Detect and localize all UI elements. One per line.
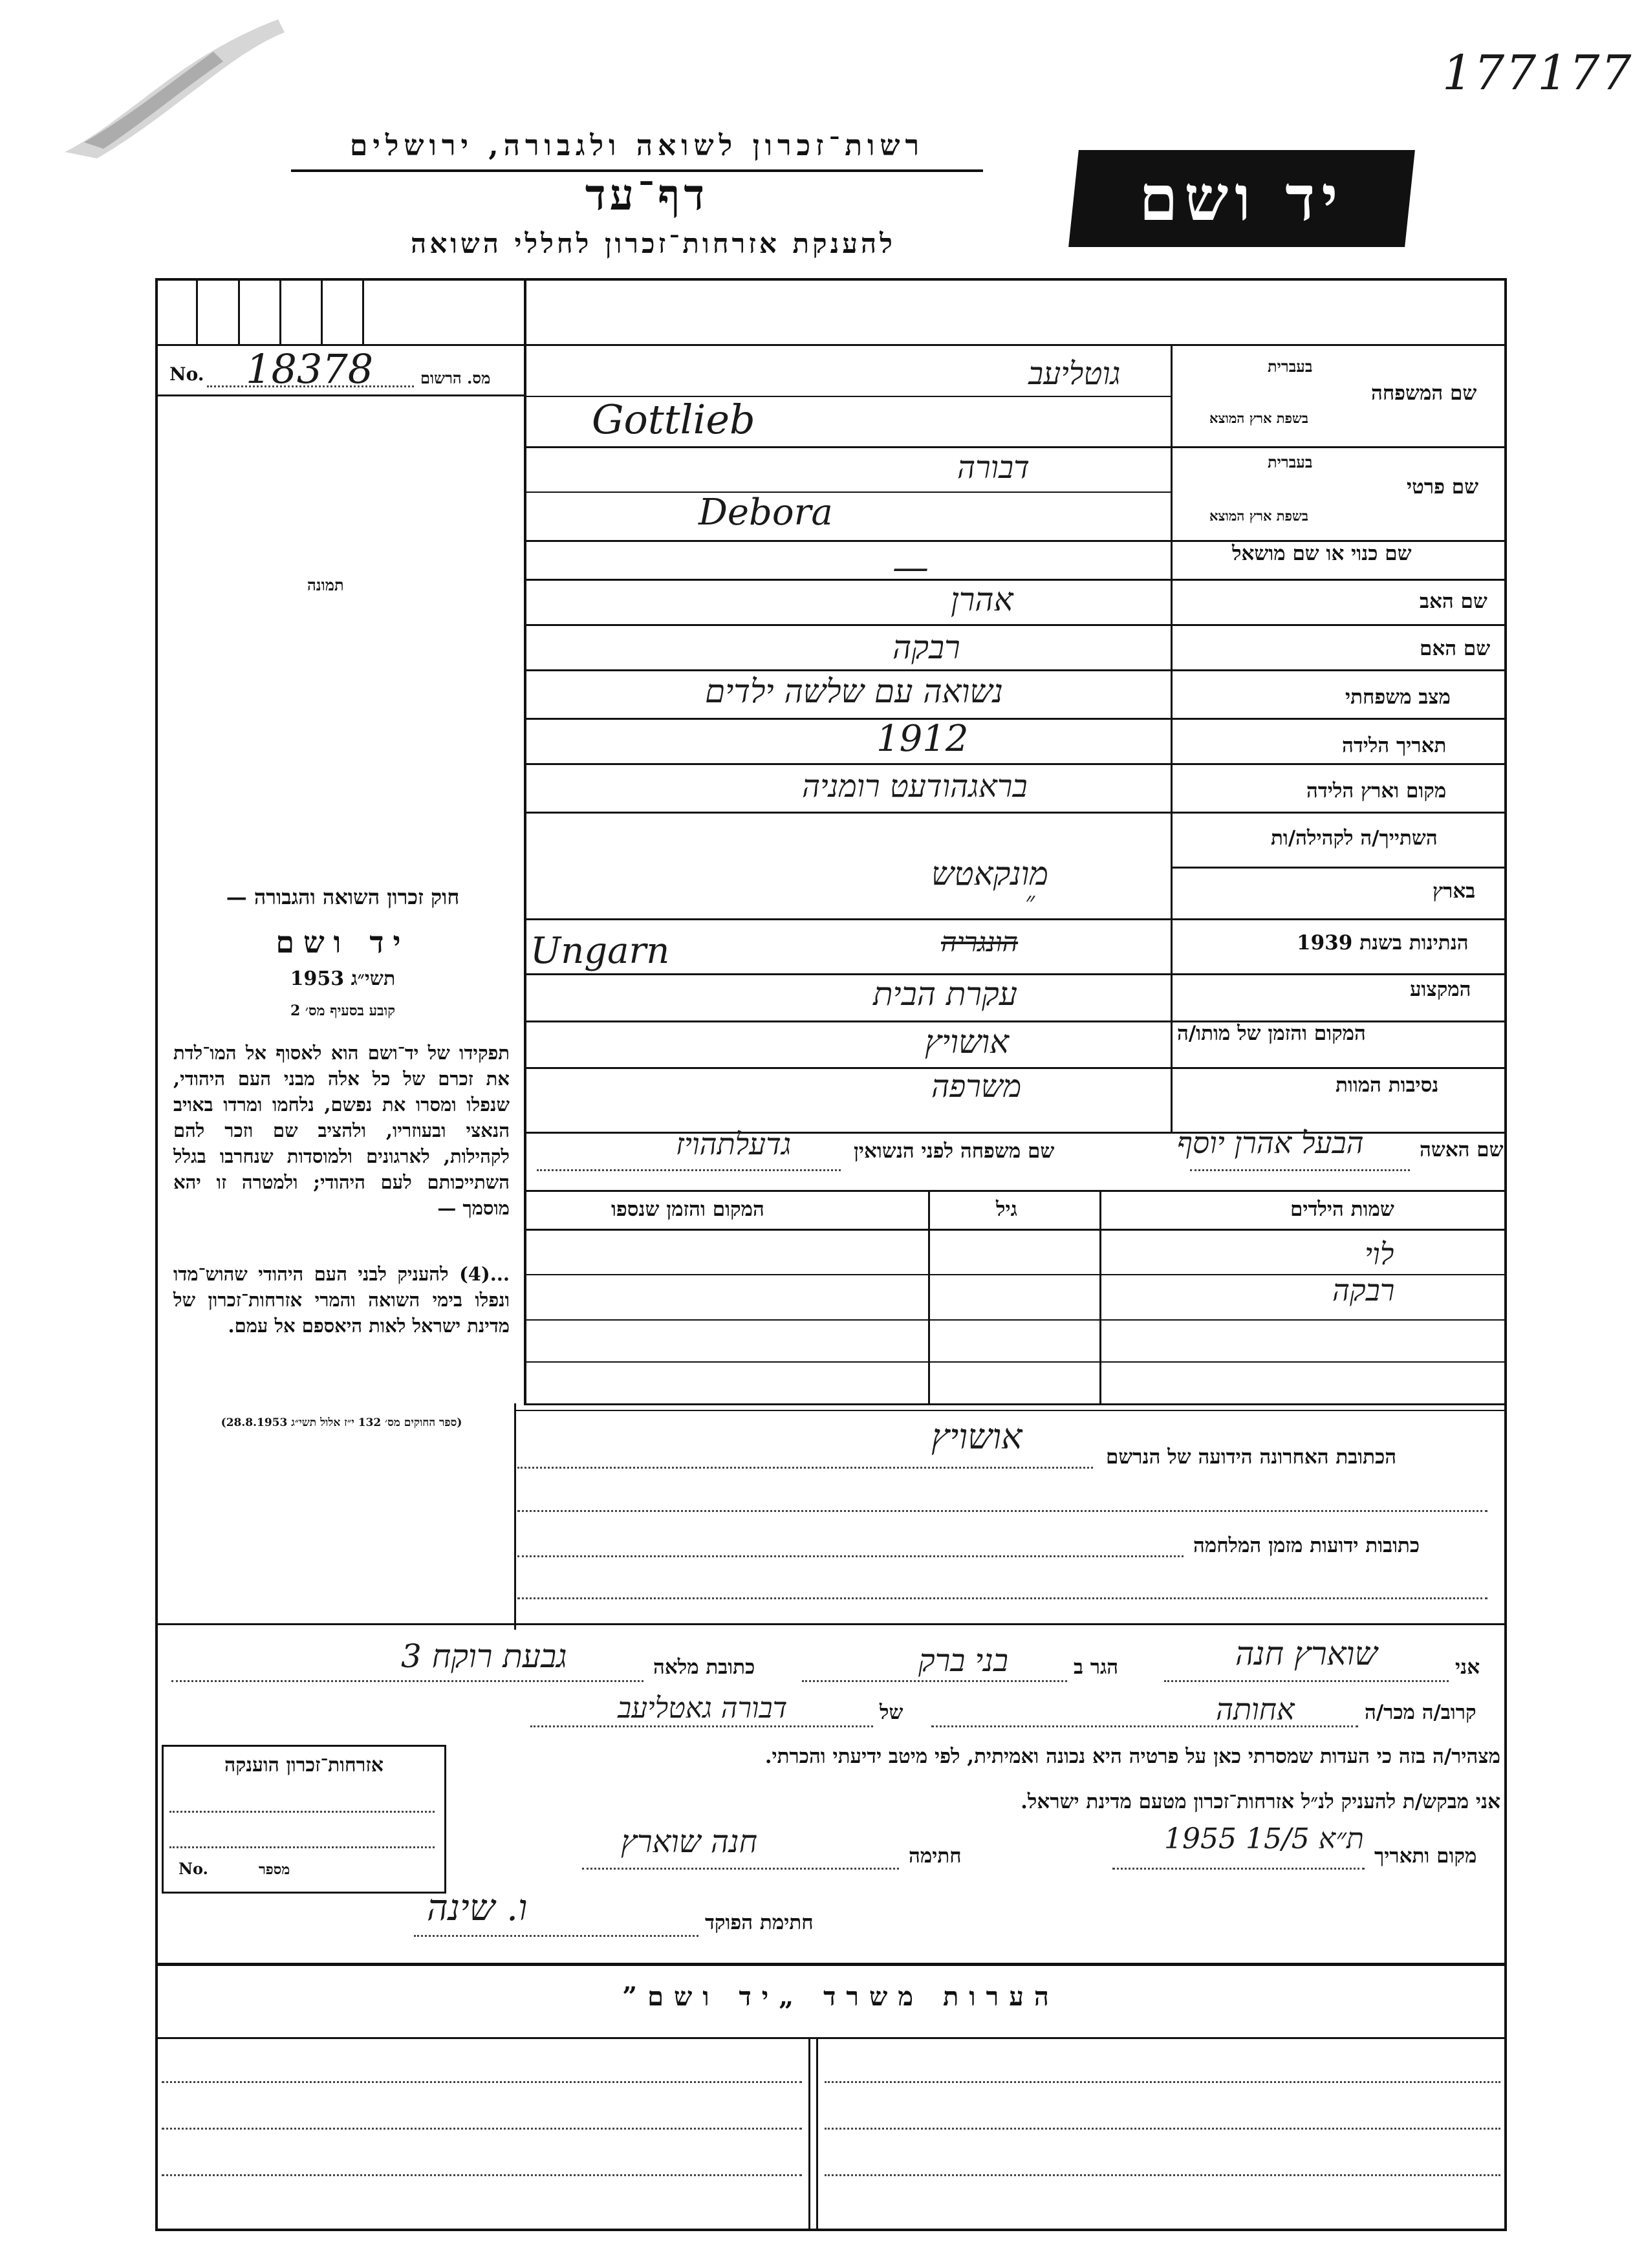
mother-label: שם האם xyxy=(1420,637,1491,660)
maiden-name-label: שם משפחה לפני הנשואין xyxy=(854,1139,1055,1163)
children-age-header: גיל xyxy=(996,1198,1017,1221)
org-name: רשות־זכרון לשואה ולגבורה, ירושלים xyxy=(349,129,925,162)
top-strip-tick xyxy=(279,278,281,344)
declaration-full-address-value: גבעת רוקח 3 xyxy=(401,1637,567,1675)
remarks-dots xyxy=(162,2128,802,2130)
last-address-dots xyxy=(517,1467,1093,1469)
children-row-line xyxy=(524,1361,1507,1363)
first-name-hebrew-value: דבורה xyxy=(957,449,1030,486)
children-names-header: שמות הילדים xyxy=(1290,1198,1394,1221)
resident-dots xyxy=(802,1680,1067,1682)
grant-dots xyxy=(169,1846,435,1848)
declaration-resident-value: בני ברק xyxy=(918,1643,1008,1679)
declaration-resident-label: הגר ב xyxy=(1074,1656,1119,1679)
birth-place-value: בראגהודעט רומניה xyxy=(802,768,1028,805)
law-title: חוק זכרון השואה והגבורה — xyxy=(226,885,460,909)
marital-status-value: נשואה עם שלשה ילדים xyxy=(705,673,1004,710)
top-strip-tick xyxy=(196,278,198,344)
citizenship-value: Ungarn xyxy=(530,930,670,972)
registration-label: מס. הרשום xyxy=(420,369,491,387)
top-strip-tick xyxy=(238,278,240,344)
law-text-1: תפקידו של יד־ושם הוא לאסוף אל המו־לדת את זכרם של כל אלה מבני העם היהודי, שנפלו ומסרו את נפשם, נלחמו ומרדו באויב הנאצי ובעוזריו, ולהציב שם וזכר להם לקהילות, לארגונים ולמוסדות שנחרבו בגלל השתייכותם לעם היהודי; ולמטרה זו יהא מוסמך — xyxy=(173,1042,510,1219)
family-name-origin-sub: בשפת ארץ המוצא xyxy=(1209,410,1308,426)
place-date-value: ת״א 15/5 1955 xyxy=(1164,1822,1364,1855)
first-name-hebrew-sub: בעברית xyxy=(1268,453,1313,471)
birth-date-label: תאריך הלידה xyxy=(1342,734,1447,757)
child-name-1: לוי xyxy=(1365,1237,1394,1271)
remarks-dots xyxy=(825,2174,1500,2176)
declaration-ani-label: אני xyxy=(1455,1656,1480,1679)
registration-row-line xyxy=(155,394,524,396)
yad-vashem-logo: יד ושם xyxy=(1068,150,1415,247)
law-name: יד ושם xyxy=(276,925,410,960)
place-date-dots xyxy=(1112,1868,1365,1870)
family-name-hebrew-value: גוטליעב xyxy=(1028,356,1121,392)
of-dots xyxy=(530,1725,873,1727)
form-title: דף־עד xyxy=(585,169,709,220)
grant-mispar-label: מספר xyxy=(259,1861,290,1878)
declaration-of-value: דבורה גאטליעב xyxy=(618,1692,788,1725)
address-top-line xyxy=(514,1410,1507,1411)
maiden-dots xyxy=(537,1169,841,1171)
form-frame xyxy=(155,278,1507,2231)
law-text-2: ...(4) להעניק לבני העם היהודי שהוש־מדו ונפלו בימי השואה והמרי אזרחות־זכרון של מדינת ישראל לאות היאספם אל עמם. xyxy=(173,1263,510,1337)
children-bottom-line xyxy=(524,1403,1507,1405)
stamp-smudge-graphic xyxy=(58,13,291,162)
birth-place-label: מקום וארץ הלידה xyxy=(1306,779,1447,803)
marital-status-label: מצב משפחתי xyxy=(1345,686,1451,709)
citizenship-label: הנתינות בשנת 1939 xyxy=(1297,931,1469,955)
war-address-label: כתובות ידועות מזמן המלחמה xyxy=(1193,1534,1420,1557)
grant-dots xyxy=(169,1811,435,1813)
profession-value: עקרת הבית xyxy=(873,975,1017,1013)
ani-dots xyxy=(1164,1680,1449,1682)
officer-signature-value: ו. שינה xyxy=(427,1887,528,1929)
remarks-header-line xyxy=(155,2037,1507,2039)
declaration-full-address-label: כתובת מלאה xyxy=(653,1656,755,1679)
remarks-dots xyxy=(825,2128,1500,2130)
nickname-value: — xyxy=(892,546,929,589)
remarks-dots xyxy=(162,2081,802,2083)
officer-dots xyxy=(414,1935,698,1937)
row-line xyxy=(524,579,1507,581)
declaration-relative-value: אחותה xyxy=(1216,1692,1295,1727)
mother-value: רבקה xyxy=(892,629,960,666)
row-line xyxy=(524,718,1507,720)
address-dots xyxy=(517,1510,1487,1512)
top-strip-tick xyxy=(321,278,323,344)
row-line xyxy=(524,1190,1507,1192)
spouse-dots xyxy=(1190,1169,1410,1171)
first-name-origin-value: Debora xyxy=(698,491,833,534)
children-place-header: המקום והזמן שנספו xyxy=(611,1198,764,1221)
remarks-title: הערות משרד „יד ושם” xyxy=(622,1982,1059,2012)
declaration-relative-label: קרוב/ה מכר/ה xyxy=(1365,1701,1476,1724)
form-subtitle: להענקת אזרחות־זכרון לחללי השואה xyxy=(411,228,896,259)
photo-label: תמונה xyxy=(307,576,344,594)
remarks-divider xyxy=(816,2037,818,2231)
country-value: ״ xyxy=(1025,887,1035,916)
children-col-line xyxy=(1099,1190,1101,1403)
registration-number: 18378 xyxy=(246,345,374,393)
row-line xyxy=(524,918,1507,920)
signature-dots xyxy=(582,1868,899,1870)
children-row-line xyxy=(524,1319,1507,1321)
family-name-label: שם המשפחה xyxy=(1371,382,1477,405)
last-address-label: הכתובת האחרונה הידועה של הנרשם xyxy=(1106,1445,1397,1469)
community-value: מונקאטש xyxy=(931,855,1049,892)
declaration-of-label: של xyxy=(880,1701,903,1724)
father-value: אהרן xyxy=(951,581,1013,618)
children-col-line xyxy=(928,1190,930,1403)
citizenship-struck-value: הונגריה xyxy=(941,926,1019,958)
declaration-ani-value: שוארץ חנה xyxy=(1235,1635,1378,1672)
row-line xyxy=(524,812,1507,814)
row-line xyxy=(524,491,1171,493)
child-name-2: רבקה xyxy=(1332,1273,1395,1308)
children-header-line xyxy=(524,1229,1507,1231)
war-address-dots xyxy=(517,1555,1184,1557)
law-clause: קובע בסעיף מס׳ 2 xyxy=(290,1002,396,1019)
address-dots xyxy=(517,1597,1487,1599)
officer-signature-label: חתימת הפוקד xyxy=(705,1911,814,1934)
grant-box-title: אזרחות־זכרון הוענקה xyxy=(224,1754,384,1777)
row-line xyxy=(524,669,1507,671)
community-label: השתייך/ה לקהילה/ות xyxy=(1271,826,1438,850)
spouse-label: שם האשה xyxy=(1420,1138,1504,1161)
label-column-border xyxy=(1171,344,1173,1133)
place-date-label: מקום ותאריך xyxy=(1374,1844,1477,1868)
signature-value: חנה שוארץ xyxy=(621,1824,758,1860)
row-line xyxy=(524,624,1507,626)
nickname-label: שם כנוי או שם מושאל xyxy=(1232,542,1412,565)
relative-dots xyxy=(931,1725,1358,1727)
address-bottom-line xyxy=(155,1623,1507,1625)
grant-no-label: No. xyxy=(178,1859,208,1878)
remarks-dots xyxy=(825,2081,1500,2083)
top-strip-tick xyxy=(362,278,364,344)
death-value: אושויץ xyxy=(925,1023,1010,1061)
law-year: תשי״ג 1953 xyxy=(290,967,396,990)
first-name-origin-sub: בשפת ארץ המוצא xyxy=(1209,508,1308,524)
remarks-dots xyxy=(162,2174,802,2176)
remarks-top-line xyxy=(155,1963,1507,1966)
row-line xyxy=(524,446,1507,448)
address-left-border xyxy=(514,1403,516,1630)
declaration-statement-2: אני מבקש/ת להעניק לנ״ל אזרחות־זכרון מטעם מדינת ישראל. xyxy=(1021,1790,1500,1813)
circumstances-label: נסיבות המוות xyxy=(1336,1074,1439,1097)
spouse-value: הבעל אהרן יוסף xyxy=(1177,1125,1364,1160)
file-number: 177177 xyxy=(1442,45,1633,101)
first-name-label: שם פרטי xyxy=(1407,475,1479,499)
country-label: בארץ xyxy=(1433,880,1476,903)
law-citation: (ספר החוקים מס׳ 132 י״ז אלול תשי״ג 28.8.1953) xyxy=(221,1416,462,1429)
registration-no-label: No. xyxy=(169,363,204,385)
last-address-value: אושויץ xyxy=(931,1416,1022,1457)
declaration-statement-1: מצהיר/ה בזה כי העדות שמסרתי כאן על פרטיה היא נכונה ואמיתית, לפי מיטב ידיעתי והכרתי. xyxy=(764,1745,1500,1768)
signature-label: חתימה xyxy=(909,1844,962,1868)
row-line xyxy=(524,763,1507,765)
family-name-origin-value: Gottlieb xyxy=(592,396,755,443)
full-address-dots xyxy=(171,1680,643,1682)
maiden-name-value: גדעלתהויז xyxy=(676,1127,792,1161)
family-name-hebrew-sub: בעברית xyxy=(1268,357,1313,376)
profession-label: המקצוע xyxy=(1410,978,1471,1001)
remarks-divider xyxy=(808,2037,810,2231)
birth-date-value: 1912 xyxy=(876,718,969,760)
death-label: המקום והזמן של מותו/ה xyxy=(1177,1022,1366,1045)
row-line xyxy=(1171,867,1507,869)
father-label: שם האב xyxy=(1420,590,1487,613)
circumstances-value: משרפה xyxy=(931,1068,1022,1105)
